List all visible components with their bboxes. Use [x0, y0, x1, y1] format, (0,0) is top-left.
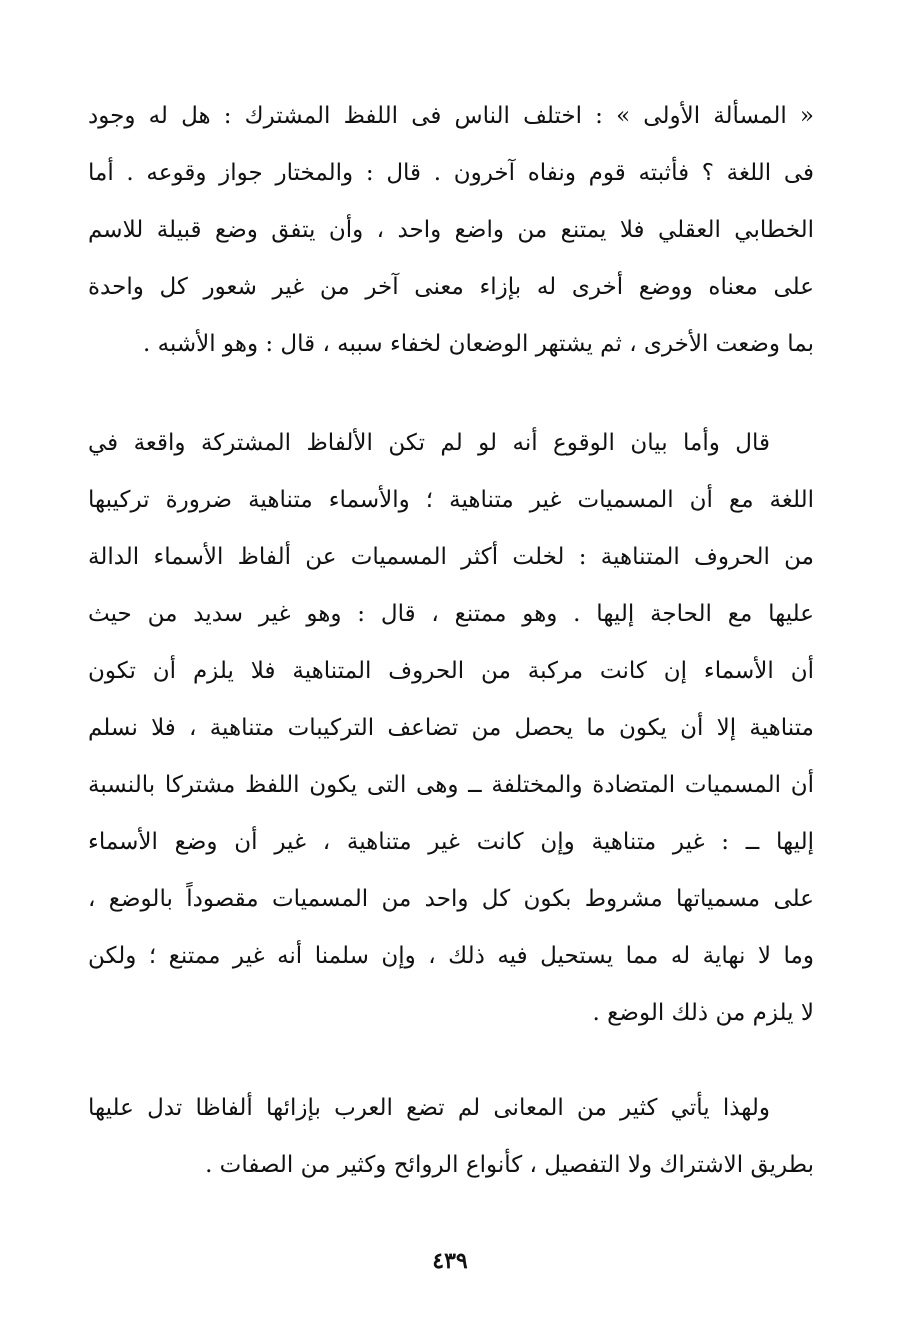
page-body — [88, 88, 814, 1194]
paragraph-3 — [88, 1080, 814, 1194]
text-line: متناهية إلا أن يكون ما يحصل من تضاعف التركيبات متناهية ، فلا نسلم — [88, 715, 814, 741]
text-line: من الحروف المتناهية : لخلت أكثر المسميات عن ألفاظ الأسماء الدالة — [88, 544, 814, 570]
text-line: اللغة مع أن المسميات غير متناهية ؛ والأسماء متناهية ضرورة تركيبها — [88, 487, 814, 513]
text-line: بما وضعت الأخرى ، ثم يشتهر الوضعان لخفاء سببه ، قال : وهو الأشبه . — [142, 331, 814, 357]
page-number: ٤٣٩ — [432, 1248, 468, 1274]
text-line: أن المسميات المتضادة والمختلفة ــ وهى التى يكون اللفظ مشتركا بالنسبة — [88, 772, 814, 798]
paragraph-2 — [88, 415, 814, 1042]
text-line: لا يلزم من ذلك الوضع . — [592, 1000, 814, 1026]
text-line: إليها ــ : غير متناهية وإن كانت غير متناهية ، غير أن وضع الأسماء — [88, 829, 814, 855]
text-line: وما لا نهاية له مما يستحيل فيه ذلك ، وإن سلمنا أنه غير ممتنع ؛ ولكن — [88, 943, 814, 969]
text-line: على مسمياتها مشروط بكون كل واحد من المسميات مقصوداً بالوضع ، — [88, 886, 814, 912]
text-line: ولهذا يأتي كثير من المعانى لم تضع العرب بإزائها ألفاظا تدل عليها — [88, 1095, 770, 1121]
text-line: الخطابي العقلي فلا يمتنع من واضع واحد ، وأن يتفق وضع قبيلة للاسم — [88, 217, 814, 243]
text-line: على معناه ووضع أخرى له بإزاء معنى آخر من غير شعور كل واحدة — [88, 274, 814, 300]
text-line: أن الأسماء إن كانت مركبة من الحروف المتناهية فلا يلزم أن تكون — [88, 658, 814, 684]
text-line: « المسألة الأولى » : اختلف الناس فى اللفظ المشترك : هل له وجود — [88, 103, 814, 129]
text-line: قال وأما بيان الوقوع أنه لو لم تكن الألفاظ المشتركة واقعة في — [88, 430, 770, 456]
paragraph-1 — [88, 88, 814, 373]
text-line: فى اللغة ؟ فأثبته قوم ونفاه آخرون . قال : والمختار جواز وقوعه . أما — [88, 160, 814, 186]
text-line: بطريق الاشتراك ولا التفصيل ، كأنواع الروائح وكثير من الصفات . — [205, 1152, 814, 1178]
text-line: عليها مع الحاجة إليها . وهو ممتنع ، قال : وهو غير سديد من حيث — [88, 601, 814, 627]
